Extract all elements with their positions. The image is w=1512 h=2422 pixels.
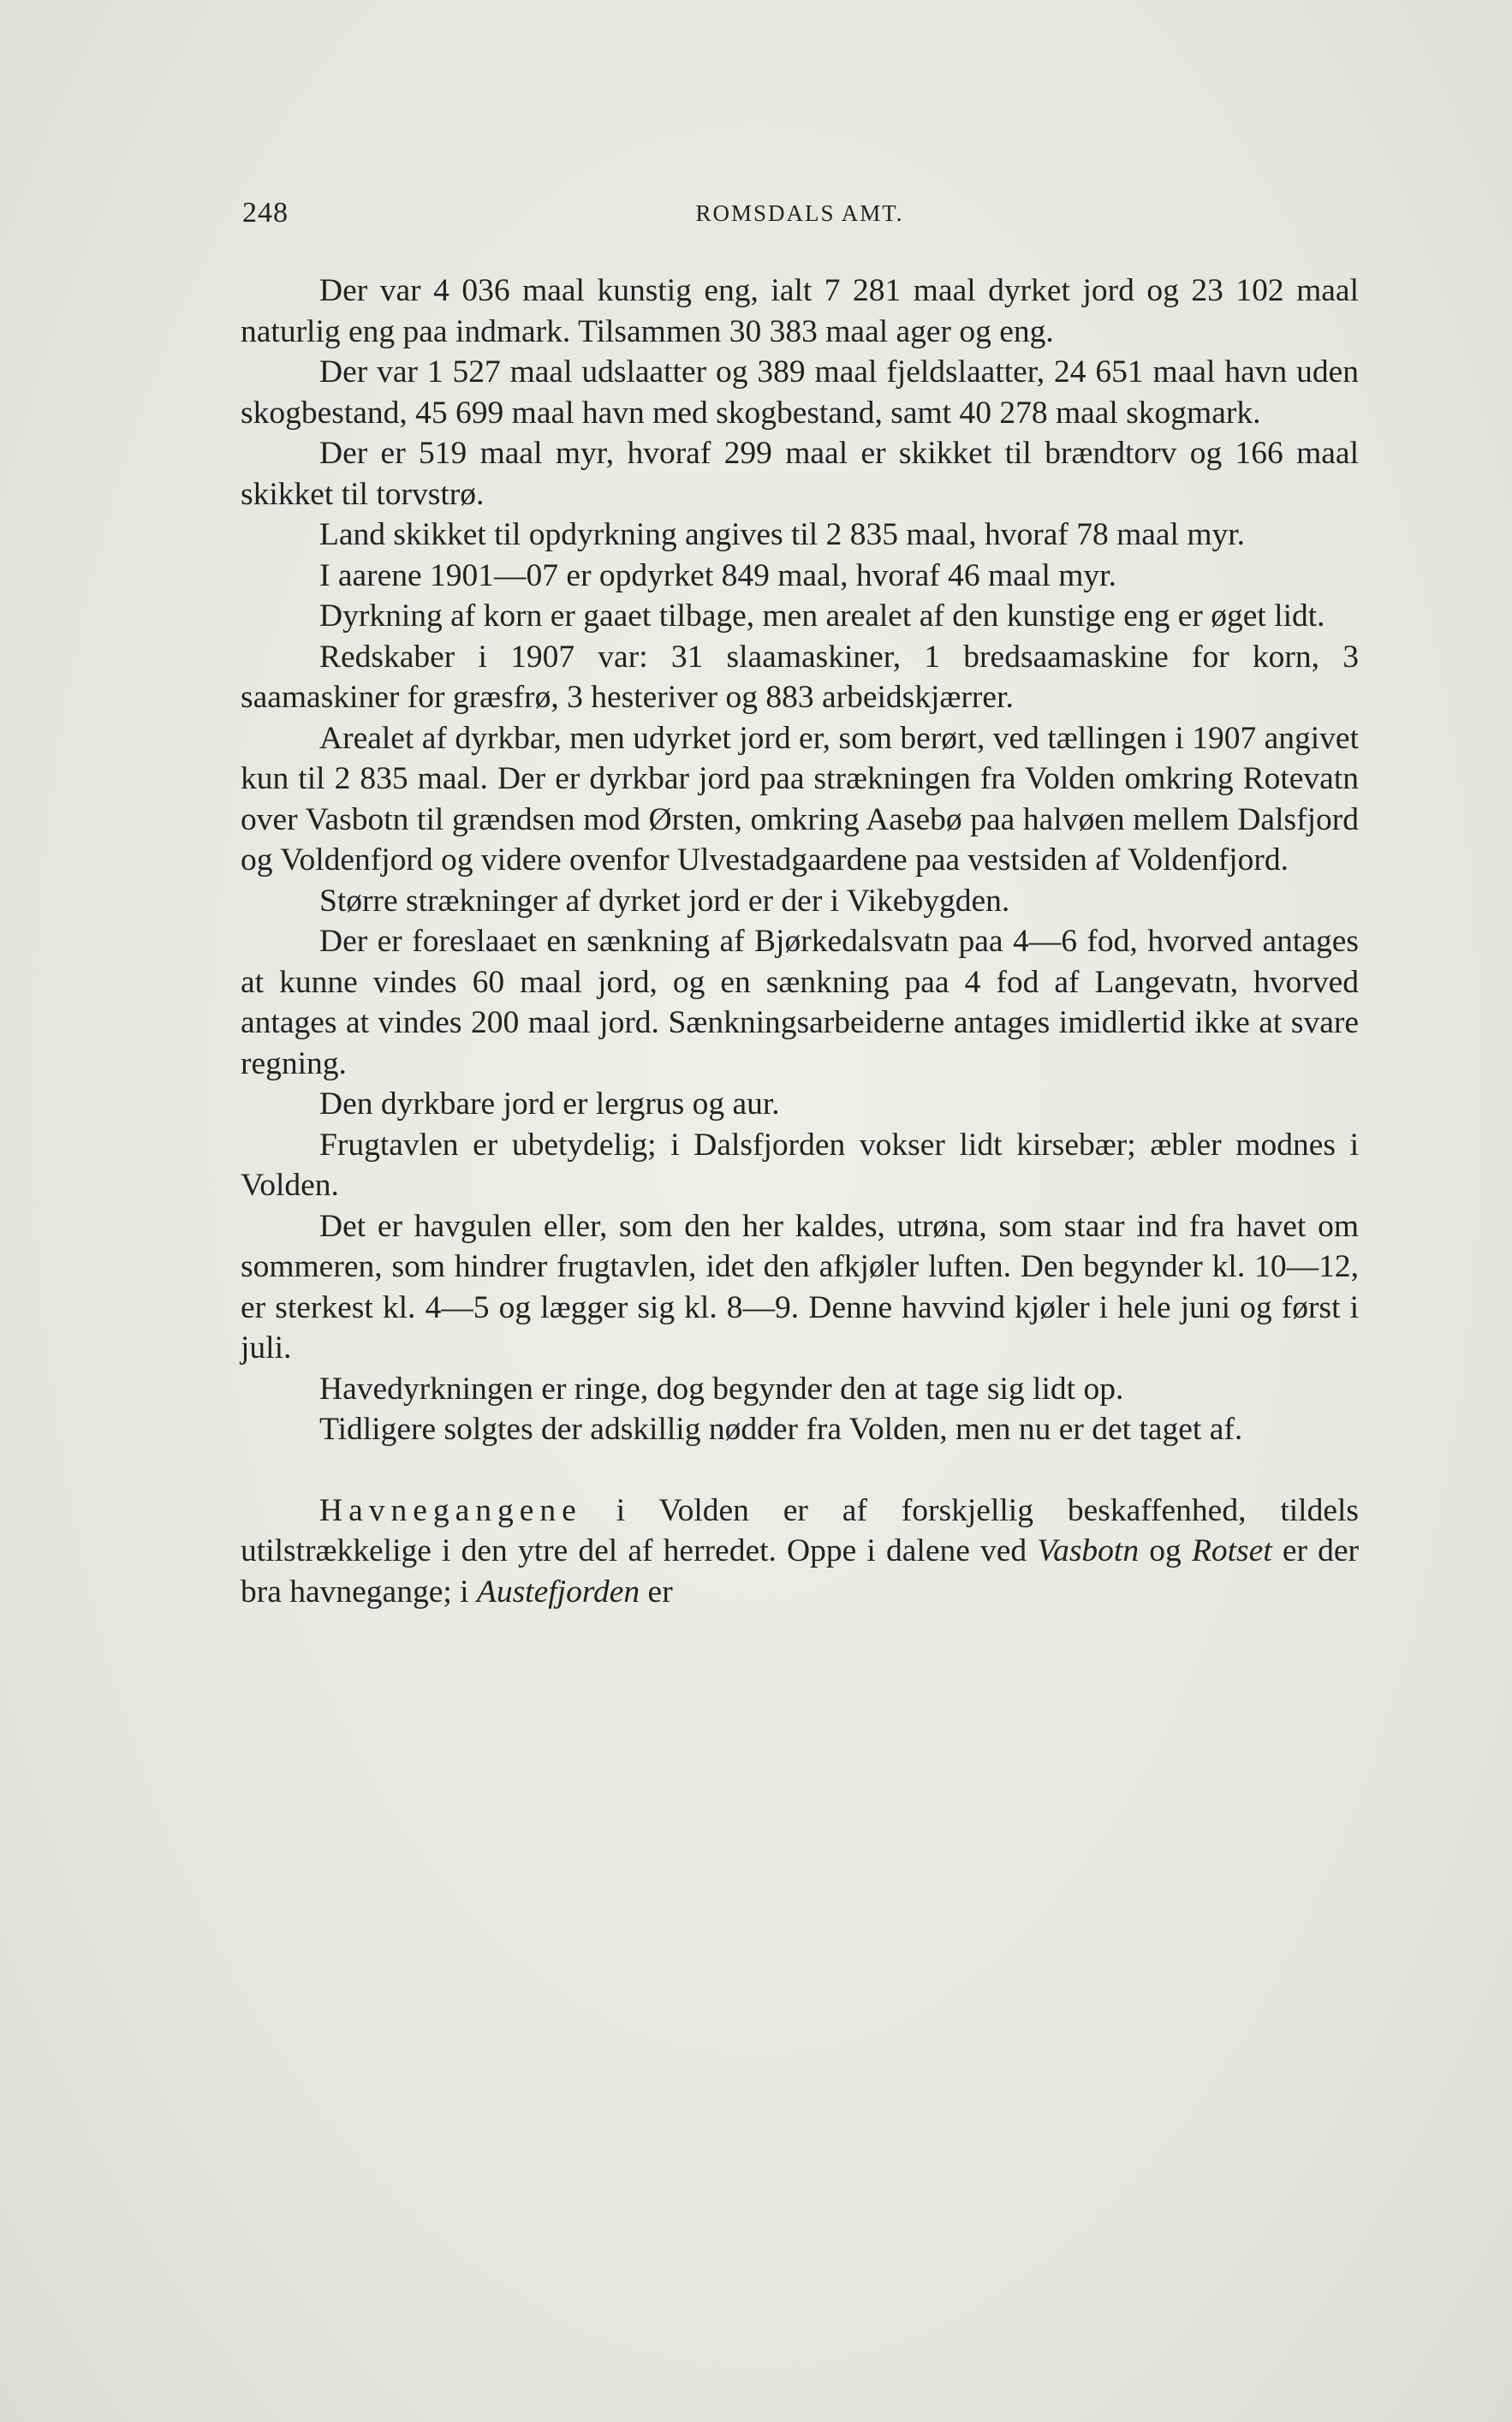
paragraph: Havedyrkningen er ringe, dog begynder den at tage sig lidt op. — [319, 1371, 1124, 1407]
place-name: Austefjorden — [476, 1574, 640, 1610]
paragraph: Frugtavlen er ubetydelig; i Dalsfjorden vokser lidt kirsebær; æbler modnes i Volden. — [241, 1127, 1359, 1203]
paragraph: Tidligere solgtes der adskillig nødder fra Volden, men nu er det taget af. — [319, 1412, 1243, 1447]
place-name: Rotset — [1191, 1533, 1272, 1568]
body-text — [241, 271, 1359, 1612]
section-text: er der bra havnegange; i — [241, 1533, 1360, 1610]
paragraph: Land skikket til opdyrkning angives til 2 835 maal, hvoraf 78 maal myr. — [319, 517, 1246, 552]
paragraph: Arealet af dyrkbar, men udyrket jord er, som berørt, ved tællingen i 1907 angivet kun til 2 835 maal. Der er dyrkbar jord paa strækningen fra Volden omkring Rotevatn over Vasbotn til grændsen mod Ørsten, omkring Aasebø paa halvøen mellem Dalsfjord og Voldenfjord og videre ovenfor Ulvestadgaardene paa vestsiden af Voldenfjord. — [241, 720, 1359, 878]
paragraph: Der var 4 036 maal kunstig eng, ialt 7 281 maal dyrket jord og 23 102 maal naturlig eng paa indmark. Tilsammen 30 383 maal ager og eng. — [241, 273, 1359, 349]
paragraph: Der er 519 maal myr, hvoraf 299 maal er skikket til brændtorv og 166 maal skikket til torvstrø. — [241, 436, 1359, 512]
place-name: Vasbotn — [1037, 1533, 1140, 1568]
paragraph: I aarene 1901—07 er opdyrket 849 maal, hvoraf 46 maal myr. — [319, 557, 1116, 593]
section-paragraph-havnegangene — [241, 1491, 1359, 1613]
section-text: og — [1139, 1533, 1192, 1568]
section-lead-word: Havnegangene — [319, 1492, 582, 1528]
paragraph: Redskaber i 1907 var: 31 slaamaskiner, 1 bredsaamaskine for korn, 3 saamaskiner for græsfrø, 3 hesteriver og 883 arbeidskjærrer. — [241, 639, 1359, 715]
section-text: er — [640, 1574, 673, 1610]
section-text: i Volden er af forskjellig beskaffenhed, tildels utilstrækkelige i den ytre del af herredet. Oppe i dalene ved — [241, 1492, 1359, 1568]
paragraph: Større strækninger af dyrket jord er der i Vikebygden. — [319, 883, 1010, 919]
paragraph: Der er foreslaaet en sænkning af Bjørkedalsvatn paa 4—6 fod, hvorved antages at kunne vindes 60 maal jord, og en sænkning paa 4 fod af Langevatn, hvorved antages at vindes 200 maal jord. Sænkningsarbeiderne antages imidlertid ikke at svare regning. — [241, 924, 1359, 1081]
paragraph: Der var 1 527 maal udslaatter og 389 maal fjeldslaatter, 24 651 maal havn uden skogbestand, 45 699 maal havn med skogbestand, samt 40 278 maal skogmark. — [241, 354, 1359, 431]
paragraph: Den dyrkbare jord er lergrus og aur. — [319, 1086, 780, 1122]
paragraph: Det er havgulen eller, som den her kaldes, utrøna, som staar ind fra havet om sommeren, som hindrer frugtavlen, idet den afkjøler luften. Den begynder kl. 10—12, er sterkest kl. 4—5 og lægger sig kl. 8—9. Denne havvind kjøler i hele juni og først i juli. — [241, 1208, 1359, 1366]
paragraph: Dyrkning af korn er gaaet tilbage, men arealet af den kunstige eng er øget lidt. — [319, 598, 1325, 634]
running-title: ROMSDALS AMT. — [695, 200, 904, 226]
page-header — [242, 197, 1357, 240]
page-number: 248 — [242, 197, 289, 229]
